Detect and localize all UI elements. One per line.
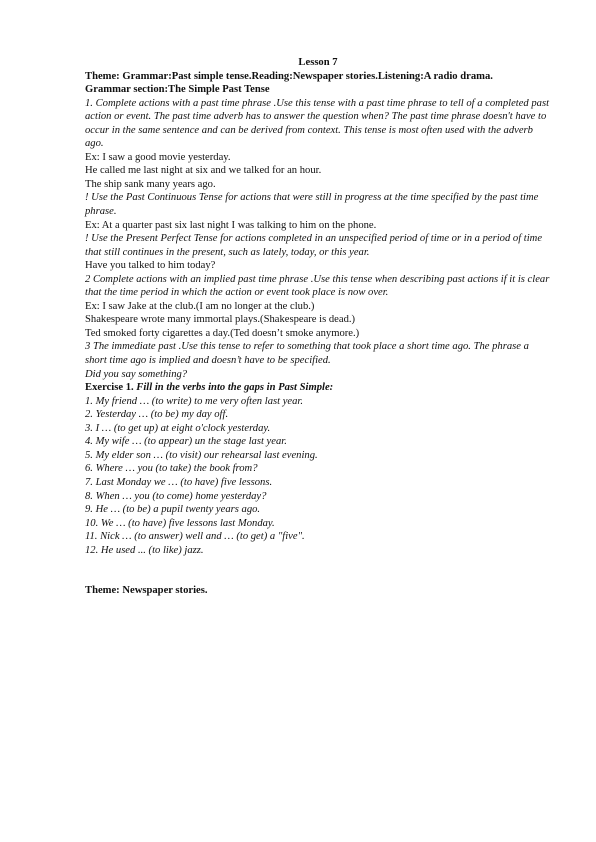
exercise-item: 5. My elder son … (to visit) our rehearsal last evening.	[85, 449, 318, 461]
exercise-label: Exercise 1.	[85, 382, 134, 394]
exercise-item: 4. My wife … (to appear) un the stage last year.	[85, 436, 287, 448]
example-line: Shakespeare wrote many immortal plays.(Shakespeare is dead.)	[85, 314, 356, 326]
exercise-item: 8. When … you (to come) home yesterday?	[85, 490, 267, 502]
lesson-title: Lesson 7	[298, 57, 338, 68]
example-line: Did you say something?	[85, 368, 188, 380]
theme-line: Theme: Grammar:Past simple tense.Reading:Newspaper stories.Listening:A radio drama.	[85, 70, 493, 82]
spacer	[85, 557, 551, 584]
exercise-item: 3. I … (to get up) at eight o'clock yesterday.	[85, 422, 271, 434]
exercise-instruction: Fill in the verbs into the gaps in Past Simple:	[136, 382, 334, 394]
exercise-item: 9. He … (to be) a pupil twenty years ago.	[85, 504, 261, 516]
exercise-item: 6. Where … you (to take) the book from?	[85, 463, 258, 475]
exercise-item: 11. Nick … (to answer) well and … (to get) a "five".	[85, 531, 305, 543]
rule-2: 2 Complete actions with an implied past time phrase .Use this tense when describing past actions if it is clear that the time period in which the action or event took place is now over.	[85, 273, 550, 299]
exercise-heading	[85, 381, 551, 395]
exercise-item: 10. We … (to have) five lessons last Monday.	[85, 517, 275, 529]
example-line: Ex: I saw Jake at the club.(I am no longer at the club.)	[85, 300, 315, 312]
exercise-item: 7. Last Monday we … (to have) five lessons.	[85, 476, 273, 488]
example-line: Ex: I saw a good movie yesterday.	[85, 151, 231, 163]
example-line: Ex: At a quarter past six last night I was talking to him on the phone.	[85, 219, 377, 231]
grammar-section-heading: Grammar section:The Simple Past Tense	[85, 84, 270, 96]
example-line: Have you talked to him today?	[85, 260, 216, 272]
exercise-item: 2. Yesterday … (to be) my day off.	[85, 409, 229, 421]
rule-3: 3 The immediate past .Use this tense to refer to something that took place a short time ago. The phrase a short time ago is implied and doesn’t have to be specified.	[85, 341, 529, 367]
example-line: He called me last night at six and we talked for an hour.	[85, 165, 322, 177]
example-line: The ship sank many years ago.	[85, 178, 216, 190]
note-past-continuous: ! Use the Past Continuous Tense for actions that were still in progress at the time specified by the past time phrase.	[85, 192, 539, 218]
document-page	[85, 56, 551, 598]
rule-1: 1. Complete actions with a past time phrase .Use this tense with a past time phrase to tell of a completed past action or event. The past time adverb has to answer the question when? The past time phrase doesn't have to occur in the same sentence and can be derived from context. This tense is most often used with the adverb ago.	[85, 97, 550, 150]
exercise-item: 12. He used ... (to like) jazz.	[85, 544, 204, 556]
example-line: Ted smoked forty cigarettes a day.(Ted doesn’t smoke anymore.)	[85, 327, 360, 339]
note-present-perfect: ! Use the Present Perfect Tense for actions completed in an unspecified period of time or in a period of time that still continues in the present, such as lately, today, or this year.	[85, 233, 543, 258]
newspaper-theme-heading: Theme: Newspaper stories.	[85, 585, 208, 597]
exercise-item: 1. My friend … (to write) to me very often last year.	[85, 395, 304, 407]
